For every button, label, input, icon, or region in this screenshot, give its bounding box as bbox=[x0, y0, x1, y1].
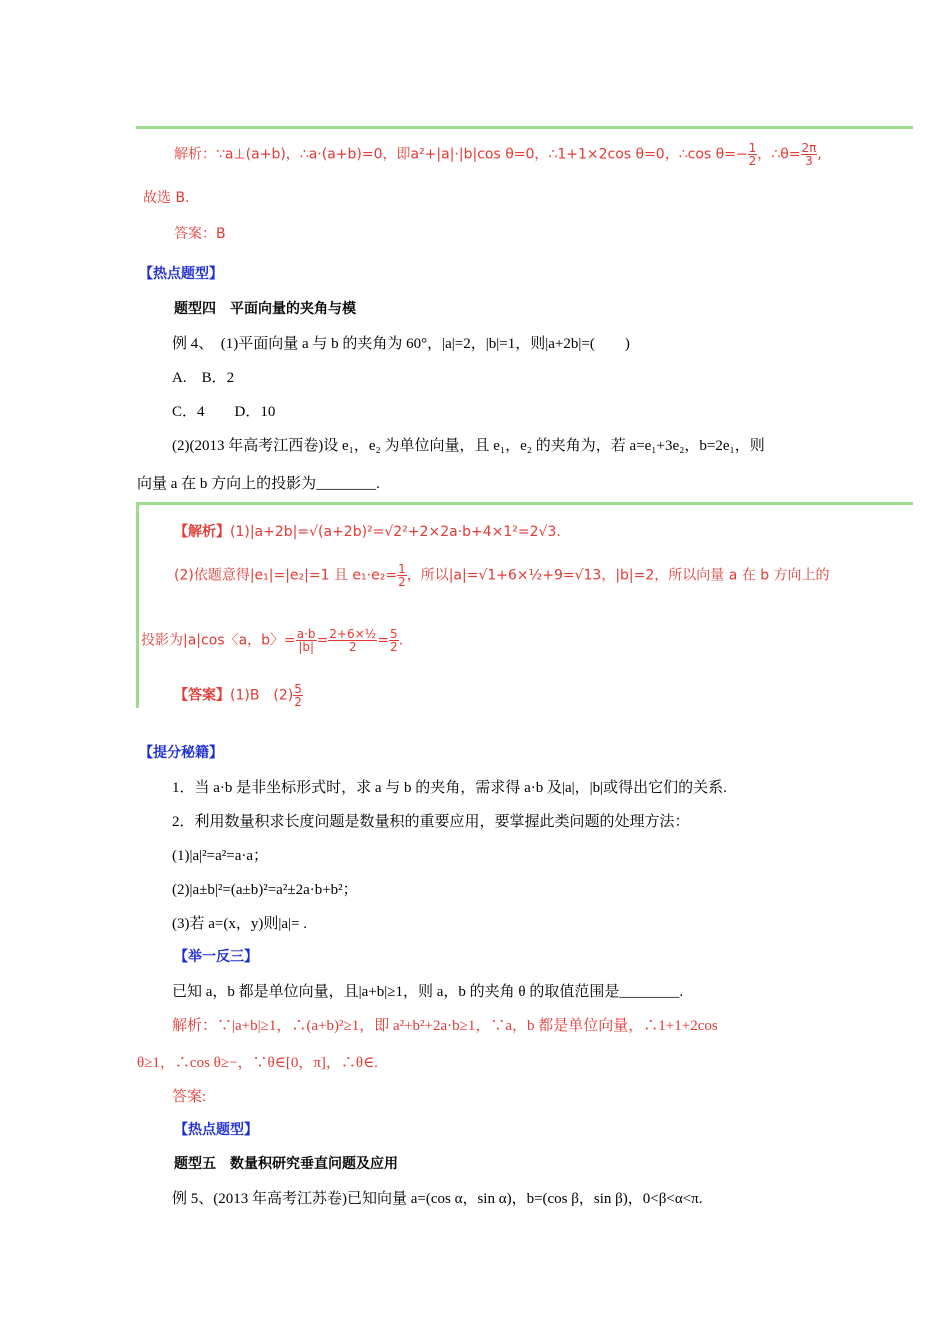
box1-analysis: 解析：∵a⊥(a+b)，∴a·(a+b)=0，即a²+|a|·|b|cos θ=0，∴1+1×2cos θ=0，∴cos θ=− $\frac{1}{2}$ ，∴θ= $\frac{2\pi}{3}$ , bbox=[174, 141, 822, 168]
box2-line1 bbox=[174, 521, 561, 541]
box2-line3: 投影为|a|cos〈a，b〉= $\frac{a\cdot b}{|b|}$ = $\frac{\text{2+6×½}}{2}$ = $\frac{5}{2}$ . bbox=[141, 627, 404, 654]
box2-answer bbox=[174, 683, 303, 708]
section4-title: 题型四 平面向量的夹角与模 bbox=[174, 301, 356, 317]
box1-analysis-text: ∵a⊥(a+b)，∴a·(a+b)=0，即a²+|a|·|b|cos θ=0，∴1+1×2cos θ=0，∴cos θ=− bbox=[216, 146, 748, 163]
box1-conclusion: 故选 B. bbox=[143, 190, 190, 206]
box2-answer-label: 【答案】 bbox=[174, 687, 230, 704]
box2-line2-frac: $\frac{1}{2}$ bbox=[398, 562, 406, 589]
example4-q2-line1: (2)(2013 年高考江西卷)设 e₁，e₂ 为单位向量，且 e₁，e₂ 的夹角为，若 a=e₁+3e₂，b=2e₁，则 bbox=[172, 438, 765, 454]
box1-answer: 答案：B bbox=[174, 226, 226, 242]
extend-analysis-1: 解析：∵|a+b|≥1，∴(a+b)²≥1，即 a²+b²+2a·b≥1，∵a，b 都是单位向量，∴1+1+2cos bbox=[172, 1018, 718, 1034]
box2-analysis-label: 【解析】 bbox=[174, 524, 230, 540]
box1-frac-2pi3: $\frac{2\pi}{3}$ bbox=[801, 141, 817, 168]
example4-options-cd: C．4 D．10 bbox=[172, 404, 276, 420]
box1-frac-half: $\frac{1}{2}$ bbox=[748, 141, 757, 168]
box2-line1-text: (1)|a+2b|=√(a+2b)²=√2²+2×2a·b+4×1²=2√3. bbox=[230, 524, 561, 540]
example5: 例 5、(2013 年高考江苏卷)已知向量 a=(cos α，sin α)，b=(cos β，sin β)，0<β<α<π. bbox=[172, 1191, 703, 1207]
example4-options-ab: A. B．2 bbox=[172, 370, 235, 386]
box1-top-border bbox=[136, 126, 913, 129]
box2-answer-text: (1)B (2) bbox=[230, 687, 294, 704]
extend-answer: 答案: bbox=[172, 1089, 207, 1105]
hot-type-heading-1: 【热点题型】 bbox=[139, 266, 223, 282]
example4-q2-line2: 向量 a 在 b 方向上的投影为________. bbox=[137, 476, 380, 492]
tip-2: 2．利用数量积求长度问题是数量积的重要应用，要掌握此类问题的处理方法： bbox=[172, 814, 690, 830]
tip-3: (1)|a|²=a²=a·a； bbox=[172, 848, 269, 864]
extend-question: 已知 a，b 都是单位向量，且|a+b|≥1，则 a，b 的夹角 θ 的取值范围是________. bbox=[172, 984, 684, 1000]
box2-line3-frac1: $\frac{a\cdot b}{|b|}$ bbox=[296, 627, 316, 654]
tip-1: 1．当 a·b 是非坐标形式时，求 a 与 b 的夹角，需求得 a·b 及|a|，|b|或得出它们的关系. bbox=[172, 780, 727, 796]
box1-theta-text: ，∴θ= bbox=[757, 146, 801, 163]
tips-heading: 【提分秘籍】 bbox=[139, 745, 223, 761]
example4-q1: 例 4、 (1)平面向量 a 与 b 的夹角为 60°，|a|=2，|b|=1，则|a+2b|=( ) bbox=[172, 336, 630, 352]
box1-analysis-label: 解析： bbox=[174, 146, 216, 163]
tip-5: (3)若 a=(x，y)则|a|= . bbox=[172, 916, 307, 932]
extend-heading: 【举一反三】 bbox=[174, 949, 258, 965]
box2-line3-frac2: $\frac{\text{2+6×½}}{2}$ bbox=[329, 627, 377, 654]
section5-title: 题型五 数量积研究垂直问题及应用 bbox=[174, 1156, 398, 1172]
box2-line2b-text: ，所以|a|=√1+6×½+9=√13，|b|=2，所以向量 a 在 b 方向上的 bbox=[406, 567, 830, 584]
box2-line3-frac3: $\frac{5}{2}$ bbox=[390, 627, 398, 654]
hot-type-heading-2: 【热点题型】 bbox=[174, 1122, 258, 1138]
box2-line2-text: (2)依题意得|e₁|=|e₂|=1 且 e₁·e₂= bbox=[174, 567, 398, 584]
tip-4: (2)|a±b|²=(a±b)²=a²±2a·b+b²； bbox=[172, 882, 358, 898]
box2-line3-text: 投影为|a|cos〈a，b〉= bbox=[141, 632, 296, 649]
box2-top-border bbox=[136, 502, 913, 505]
box2-answer-frac: $\frac{5}{2}$ bbox=[294, 682, 302, 709]
box2-line2 bbox=[174, 563, 830, 588]
extend-analysis-2: θ≥1，∴cos θ≥−，∵θ∈[0，π]，∴θ∈. bbox=[137, 1055, 378, 1071]
box2-left-border bbox=[136, 502, 139, 708]
